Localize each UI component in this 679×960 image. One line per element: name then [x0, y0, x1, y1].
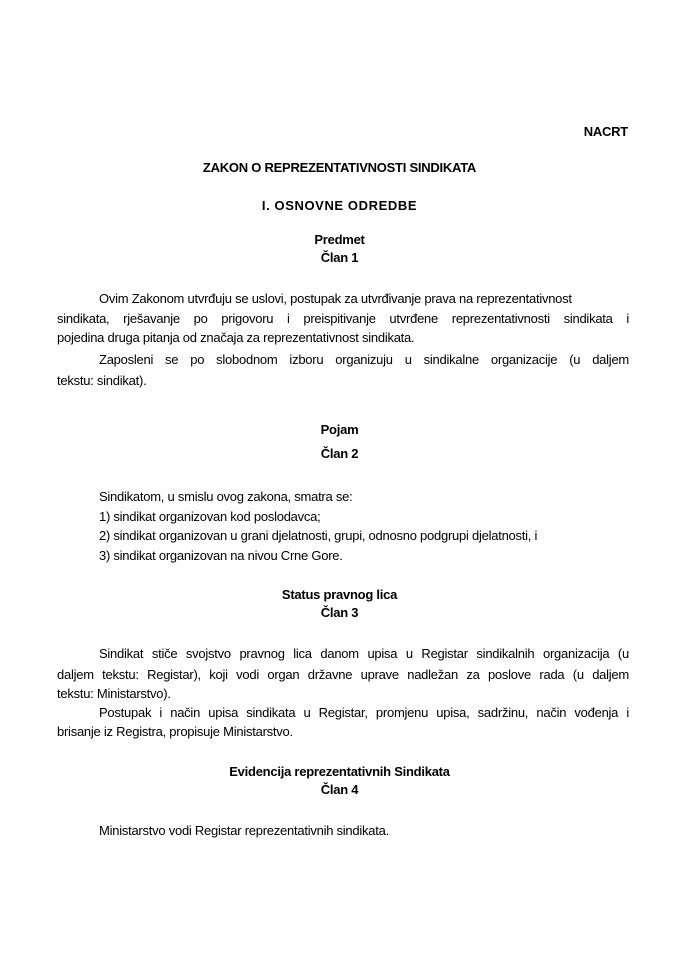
article-3-line-5: brisanje iz Registra, propisuje Ministarstvo. [57, 724, 293, 739]
article-2-line-3: 2) sindikat organizovan u grani djelatnosti, grupi, odnosno podgrupi djelatnosti, i [99, 528, 538, 543]
article-1-line-5: tekstu: sindikat). [57, 373, 147, 388]
law-title: ZAKON O REPREZENTATIVNOSTI SINDIKATA [202, 160, 477, 175]
article-3-number: Član 3 [320, 605, 359, 620]
article-1-number: Član 1 [320, 250, 359, 265]
article-2-line-2: 1) sindikat organizovan kod poslodavca; [99, 509, 321, 524]
article-2-number: Član 2 [320, 446, 359, 461]
article-3-line-3: tekstu: Ministarstvo). [57, 686, 171, 701]
article-4-number: Član 4 [320, 782, 359, 797]
chapter-title: I. OSNOVNE ODREDBE [261, 198, 418, 213]
article-3-line-2: daljem tekstu: Registar), koji vodi organ državne uprave nadležan za poslove rada (u daljem [57, 667, 629, 682]
article-2-heading: Pojam [320, 422, 359, 437]
article-1-line-3: pojedina druga pitanja od značaja za reprezentativnost sindikata. [57, 330, 415, 345]
article-2-line-4: 3) sindikat organizovan na nivou Crne Gore. [99, 548, 343, 563]
article-3-line-1: Sindikat stiče svojstvo pravnog lica danom upisa u Registar sindikalnih organizacija (u [99, 646, 629, 661]
article-3-heading: Status pravnog lica [281, 587, 398, 602]
draft-label: NACRT [583, 124, 628, 139]
article-4-line-1: Ministarstvo vodi Registar reprezentativnih sindikata. [99, 823, 389, 838]
article-1-heading: Predmet [314, 232, 365, 247]
article-4-heading: Evidencija reprezentativnih Sindikata [229, 764, 450, 779]
article-2-line-1: Sindikatom, u smislu ovog zakona, smatra se: [99, 489, 353, 504]
article-1-line-4: Zaposleni se po slobodnom izboru organizuju u sindikalne organizacije (u daljem [99, 352, 629, 367]
article-1-line-1: Ovim Zakonom utvrđuju se uslovi, postupak za utvrđivanje prava na reprezentativnost [99, 291, 572, 306]
article-3-line-4: Postupak i način upisa sindikata u Registar, promjenu upisa, sadržinu, način vođenja i [99, 705, 629, 720]
article-1-line-2: sindikata, rješavanje po prigovoru i preispitivanje utvrđene reprezentativnosti sindikata i [57, 311, 629, 326]
